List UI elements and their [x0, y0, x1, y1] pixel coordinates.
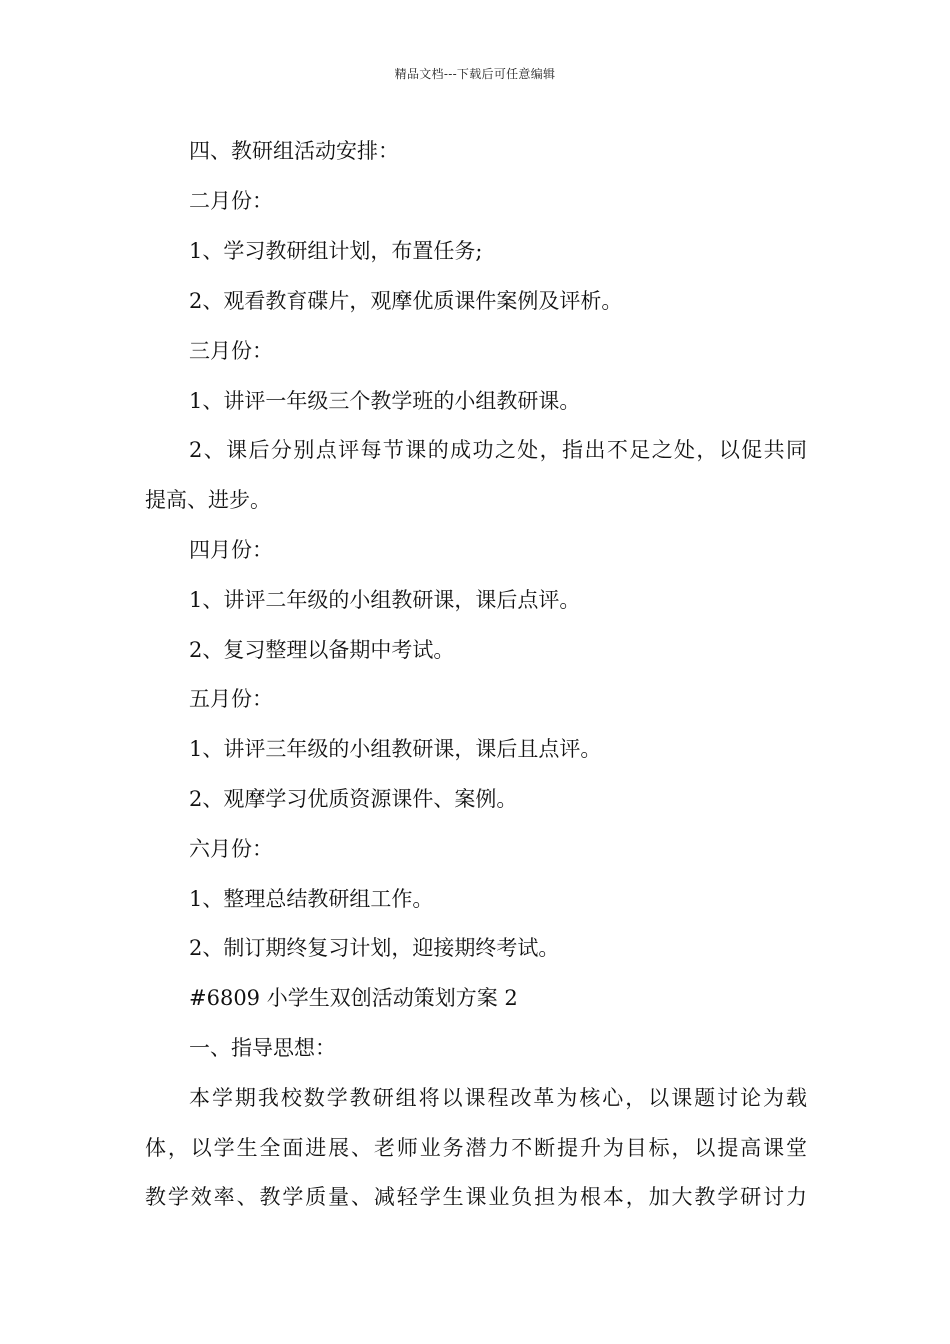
list-item: 2、观看教育碟片，观摩优质课件案例及评析。: [189, 289, 623, 313]
month-heading-may: 五月份：: [189, 687, 273, 711]
paragraph-line: 教学效率、教学质量、减轻学生课业负担为根本，加大教学研讨力: [145, 1185, 807, 1209]
section-heading-activities: 四、教研组活动安排：: [189, 139, 399, 163]
month-heading-february: 二月份：: [189, 189, 273, 213]
list-item-continuation: 提高、进步。: [145, 488, 271, 512]
paragraph-line: 本学期我校数学教研组将以课程改革为核心，以课题讨论为载: [189, 1086, 807, 1110]
list-item: 2、观摩学习优质资源课件、案例。: [189, 787, 518, 811]
list-item: 2、复习整理以备期中考试。: [189, 638, 455, 662]
month-heading-june: 六月份：: [189, 837, 273, 861]
list-item: 2、制订期终复习计划，迎接期终考试。: [189, 936, 560, 960]
section-heading-guiding-ideology: 一、指导思想：: [189, 1036, 336, 1060]
paragraph-line: 体，以学生全面进展、老师业务潜力不断提升为目标，以提高课堂: [145, 1136, 807, 1160]
list-item: 1、整理总结教研组工作。: [189, 887, 434, 911]
list-item: 1、讲评三年级的小组教研课，课后且点评。: [189, 737, 602, 761]
month-heading-april: 四月份：: [189, 538, 273, 562]
list-item: 2、课后分别点评每节课的成功之处，指出不足之处，以促共同: [189, 438, 807, 462]
document-title: #6809 小学生双创活动策划方案 2: [189, 986, 518, 1010]
list-item: 1、讲评二年级的小组教研课，课后点评。: [189, 588, 581, 612]
month-heading-march: 三月份：: [189, 339, 273, 363]
page-header: 精品文档---下载后可任意编辑: [394, 67, 556, 81]
list-item: 1、讲评一年级三个教学班的小组教研课。: [189, 389, 581, 413]
list-item: 1、学习教研组计划，布置任务;: [189, 239, 483, 263]
